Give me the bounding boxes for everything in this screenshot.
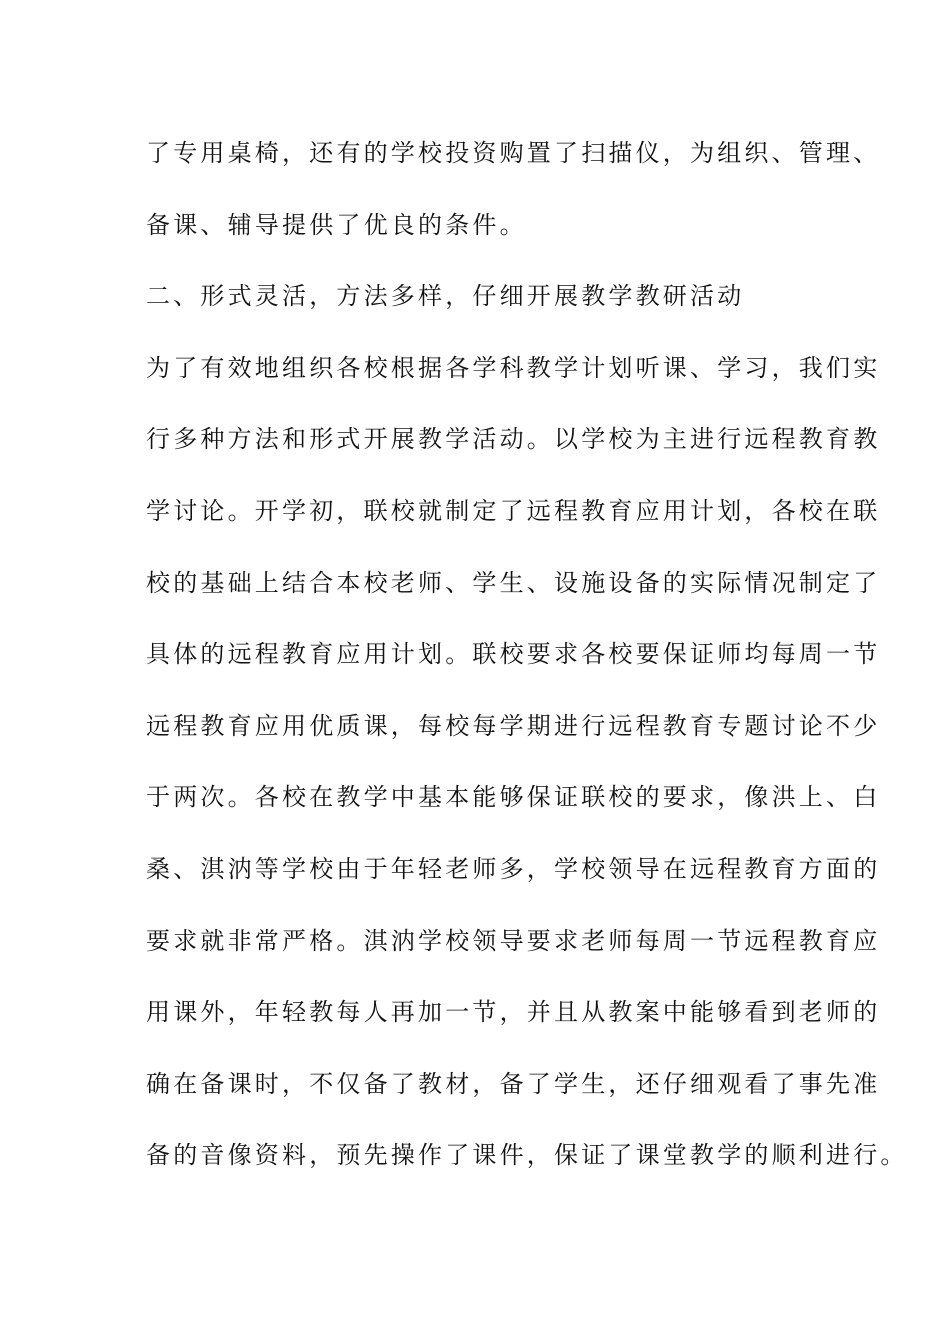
- text-line: 学讨论。开学初，联校就制定了远程教育应用计划，各校在联: [146, 496, 881, 525]
- text-line: 校的基础上结合本校老师、学生、设施设备的实际情况制定了: [146, 568, 881, 597]
- text-line: 桑、淇汭等学校由于年轻老师多，学校领导在远程教育方面的: [146, 854, 881, 883]
- text-line: 用课外，年轻教每人再加一节，并且从教案中能够看到老师的: [146, 998, 881, 1027]
- text-line: 要求就非常严格。淇汭学校领导要求老师每周一节远程教育应: [146, 926, 881, 955]
- document-body: [146, 132, 908, 1206]
- section-heading: 二、形式灵活，方法多样，仔细开展教学教研活动: [146, 282, 745, 311]
- text-line: 远程教育应用优质课，每校每学期进行远程教育专题讨论不少: [146, 711, 881, 740]
- text-line: 备课、辅导提供了优良的条件。: [146, 210, 527, 239]
- text-line: 于两次。各校在教学中基本能够保证联校的要求，像洪上、白: [146, 783, 881, 812]
- text-line: 确在备课时，不仅备了教材，备了学生，还仔细观看了事先准: [146, 1069, 881, 1098]
- text-line: 了专用桌椅，还有的学校投资购置了扫描仪，为组织、管理、: [146, 139, 881, 167]
- text-line: 行多种方法和形式开展教学活动。以学校为主进行远程教育教: [146, 425, 881, 454]
- text-line: 具体的远程教育应用计划。联校要求各校要保证师均每周一节: [146, 640, 881, 669]
- text-line: 为了有效地组织各校根据各学科教学计划听课、学习，我们实: [146, 353, 881, 382]
- text-line: 备的音像资料，预先操作了课件，保证了课堂教学的顺利进行。: [146, 1141, 908, 1170]
